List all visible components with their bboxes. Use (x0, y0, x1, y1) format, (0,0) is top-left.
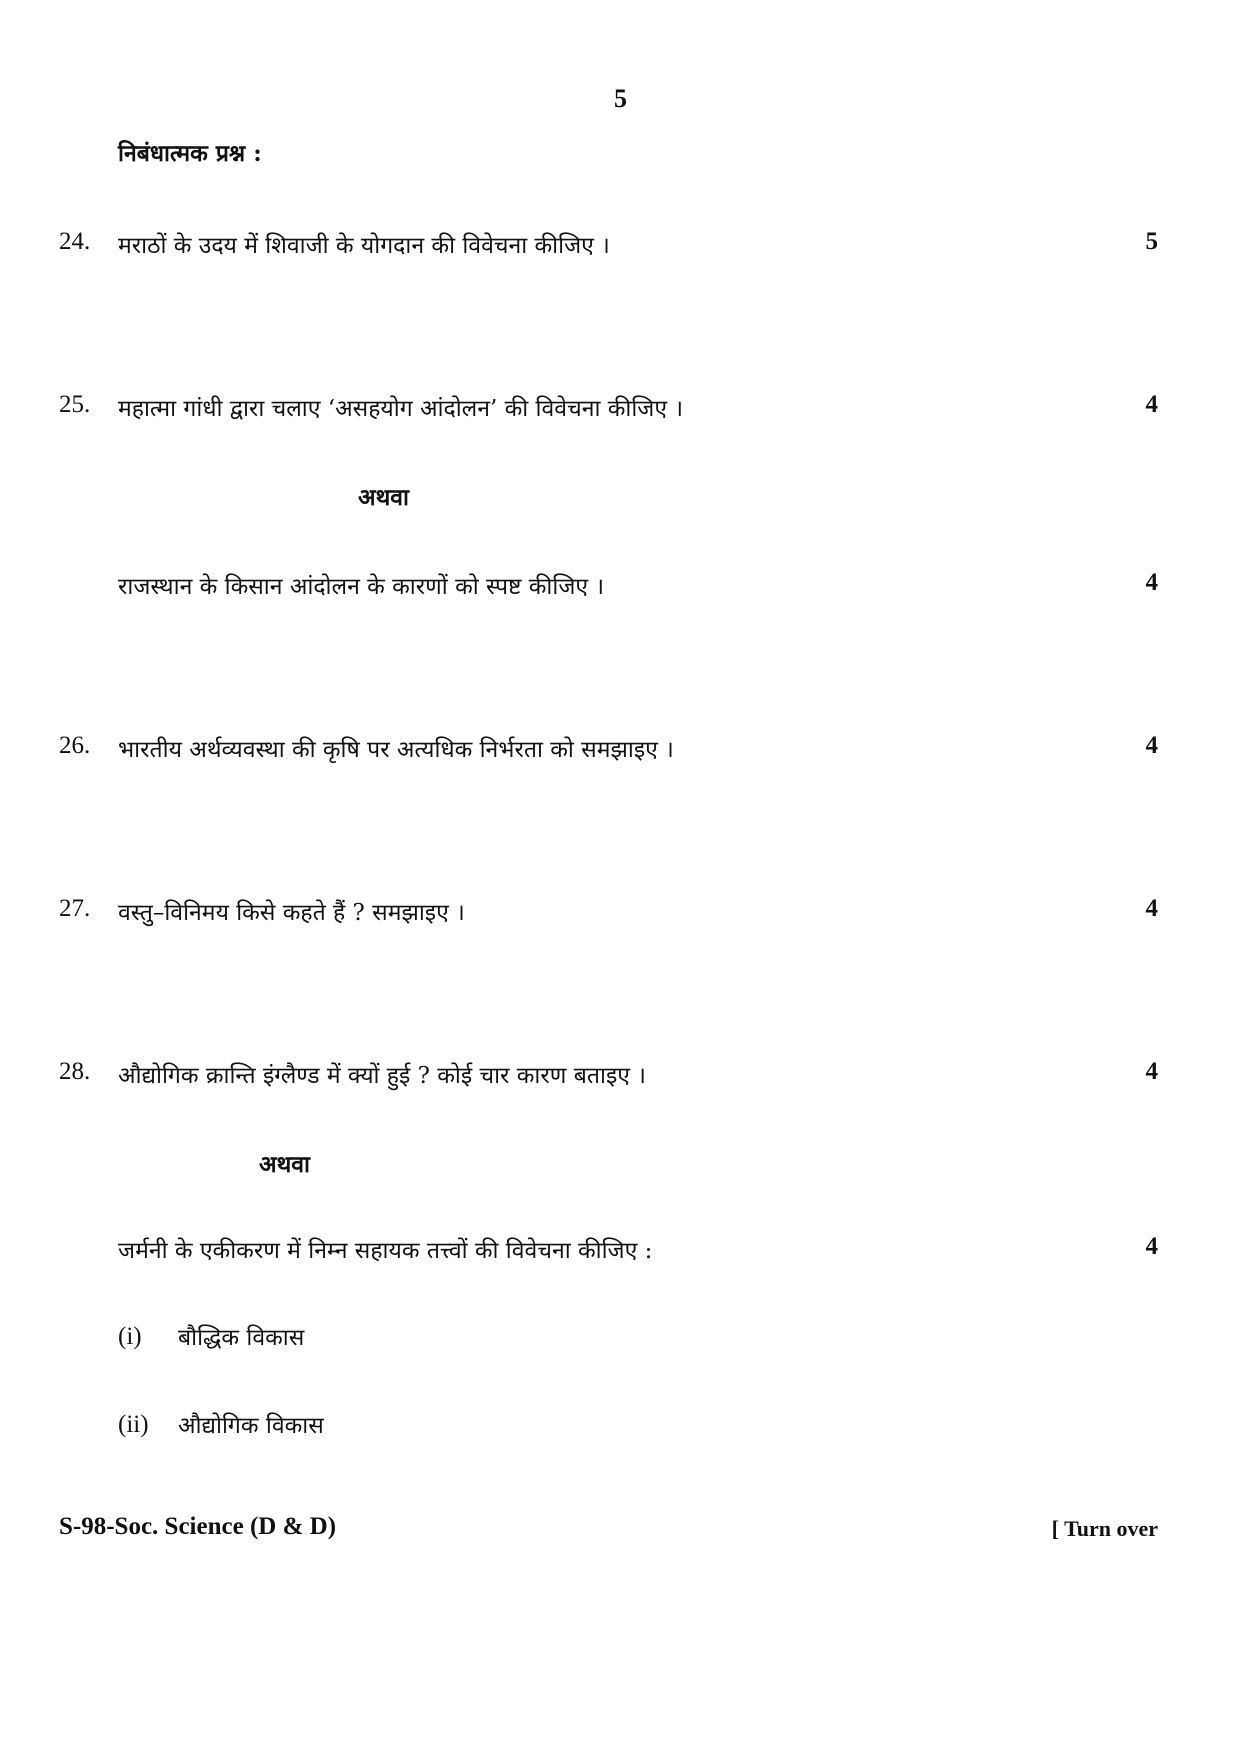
question-marks: 4 (1145, 1058, 1158, 1085)
page-number: 5 (614, 84, 627, 113)
question-marks: 5 (1145, 228, 1158, 255)
or-label: अथवा (259, 1151, 311, 1178)
question-marks: 4 (1145, 391, 1158, 418)
question-text: औद्योगिक क्रान्ति इंग्लैण्ड में क्यों हुई ? कोई चार कारण बताइए । (118, 1063, 646, 1089)
alternate-question-marks: 4 (1145, 569, 1158, 596)
question-marks: 4 (1145, 732, 1158, 759)
question-text: मराठों के उदय में शिवाजी के योगदान की विवेचना कीजिए । (118, 233, 610, 259)
or-label: अथवा (358, 484, 410, 511)
question-number: 27. (59, 895, 91, 922)
question-number: 26. (59, 732, 91, 759)
sub-item-number: (i) (118, 1323, 142, 1350)
alternate-question-text: राजस्थान के किसान आंदोलन के कारणों को स्पष्ट कीजिए । (118, 574, 605, 600)
sub-item-text: बौद्धिक विकास (178, 1325, 305, 1351)
paper-code: S-98-Soc. Science (D & D) (59, 1513, 337, 1540)
alternate-question-text: जर्मनी के एकीकरण में निम्न सहायक तत्त्वों की विवेचना कीजिए : (118, 1238, 653, 1264)
question-text: महात्मा गांधी द्वारा चलाए ‘असहयोग आंदोलन’ की विवेचना कीजिए । (118, 396, 684, 422)
question-text: वस्तु–विनिमय किसे कहते हैं ? समझाइए । (118, 900, 465, 926)
question-marks: 4 (1145, 895, 1158, 922)
section-heading: निबंधात्मक प्रश्न : (118, 140, 262, 167)
question-number: 24. (59, 228, 91, 255)
question-number: 25. (59, 391, 91, 418)
question-number: 28. (59, 1058, 91, 1085)
question-text: भारतीय अर्थव्यवस्था की कृषि पर अत्यधिक निर्भरता को समझाइए । (118, 737, 674, 763)
sub-item-text: औद्योगिक विकास (178, 1413, 324, 1439)
alternate-question-marks: 4 (1145, 1233, 1158, 1260)
sub-item-number: (ii) (118, 1411, 149, 1438)
turn-over-note: [ Turn over (1051, 1516, 1158, 1541)
